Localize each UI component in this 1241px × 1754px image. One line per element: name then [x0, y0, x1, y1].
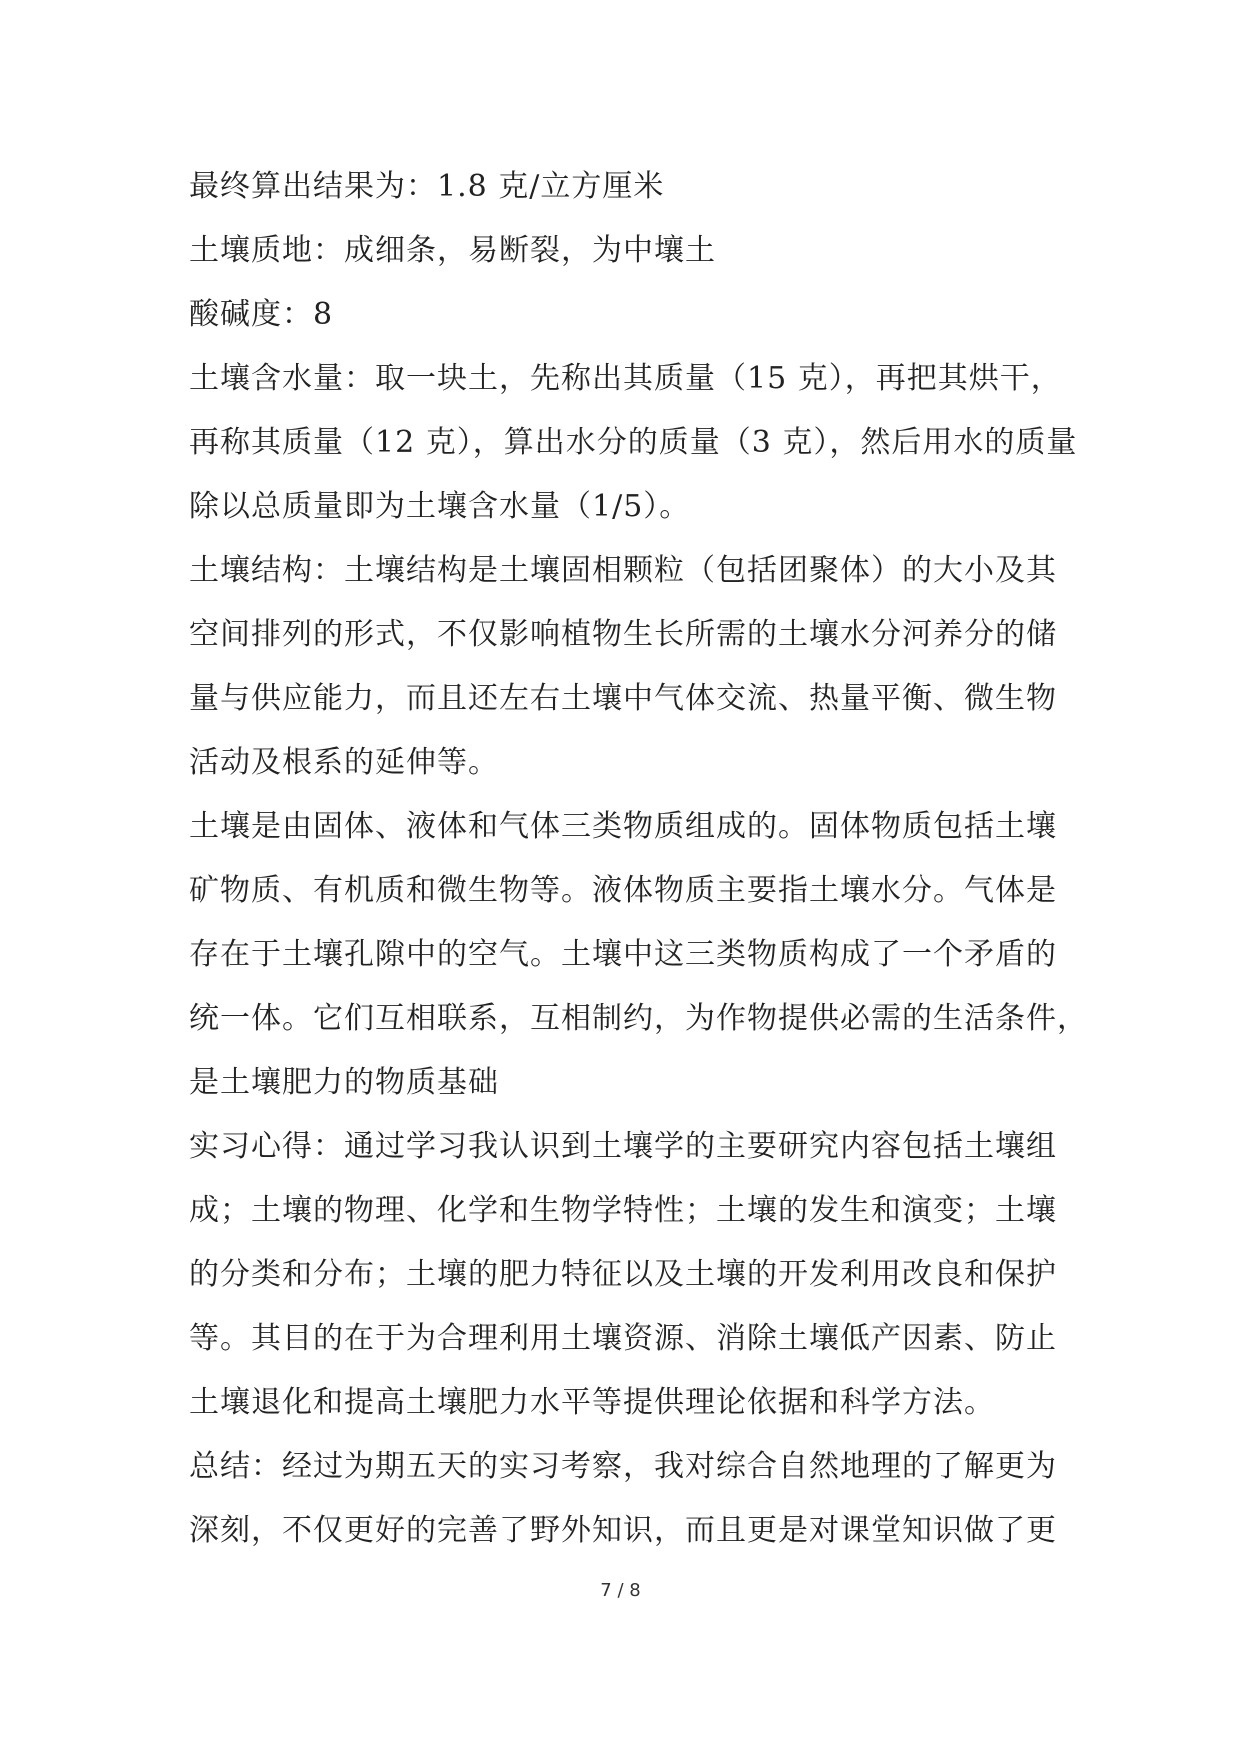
text-line: 矿物质、有机质和微生物等。液体物质主要指土壤水分。气体是	[189, 873, 1057, 908]
text-line: 等。其目的在于为合理利用土壤资源、消除土壤低产因素、防止	[189, 1321, 1057, 1356]
text-line: 酸碱度：8	[189, 297, 334, 332]
text-line: 的分类和分布；土壤的肥力特征以及土壤的开发利用改良和保护	[189, 1257, 1057, 1292]
text-line: 土壤退化和提高土壤肥力水平等提供理论依据和科学方法。	[189, 1385, 995, 1420]
text-line: 是土壤肥力的物质基础	[189, 1065, 499, 1100]
text-line: 土壤是由固体、液体和气体三类物质组成的。固体物质包括土壤	[189, 809, 1057, 844]
text-line: 再称其质量（12 克），算出水分的质量（3 克），然后用水的质量	[189, 425, 1078, 460]
text-line: 量与供应能力，而且还左右土壤中气体交流、热量平衡、微生物	[189, 681, 1057, 716]
text-line: 存在于土壤孔隙中的空气。土壤中这三类物质构成了一个矛盾的	[189, 937, 1057, 972]
text-line: 成；土壤的物理、化学和生物学特性；土壤的发生和演变；土壤	[189, 1193, 1057, 1228]
text-line: 实习心得：通过学习我认识到土壤学的主要研究内容包括土壤组	[189, 1129, 1057, 1164]
text-line: 最终算出结果为：1.8 克/立方厘米	[189, 169, 665, 204]
text-line: 活动及根系的延伸等。	[189, 745, 499, 780]
text-line: 总结：经过为期五天的实习考察，我对综合自然地理的了解更为	[189, 1449, 1057, 1484]
text-line: 除以总质量即为土壤含水量（1/5）。	[189, 489, 691, 524]
page-number: 7 / 8	[600, 1580, 641, 1601]
document-body	[189, 155, 1088, 1563]
text-line: 空间排列的形式，不仅影响植物生长所需的土壤水分河养分的储	[189, 617, 1057, 652]
text-line: 深刻，不仅更好的完善了野外知识，而且更是对课堂知识做了更	[189, 1513, 1057, 1548]
text-line: 土壤质地：成细条，易断裂，为中壤土	[189, 233, 716, 268]
text-line: 土壤含水量：取一块土，先称出其质量（15 克），再把其烘干，	[189, 361, 1062, 396]
text-line: 统一体。它们互相联系，互相制约，为作物提供必需的生活条件，	[189, 1001, 1088, 1036]
text-line: 土壤结构：土壤结构是土壤固相颗粒（包括团聚体）的大小及其	[189, 553, 1057, 588]
